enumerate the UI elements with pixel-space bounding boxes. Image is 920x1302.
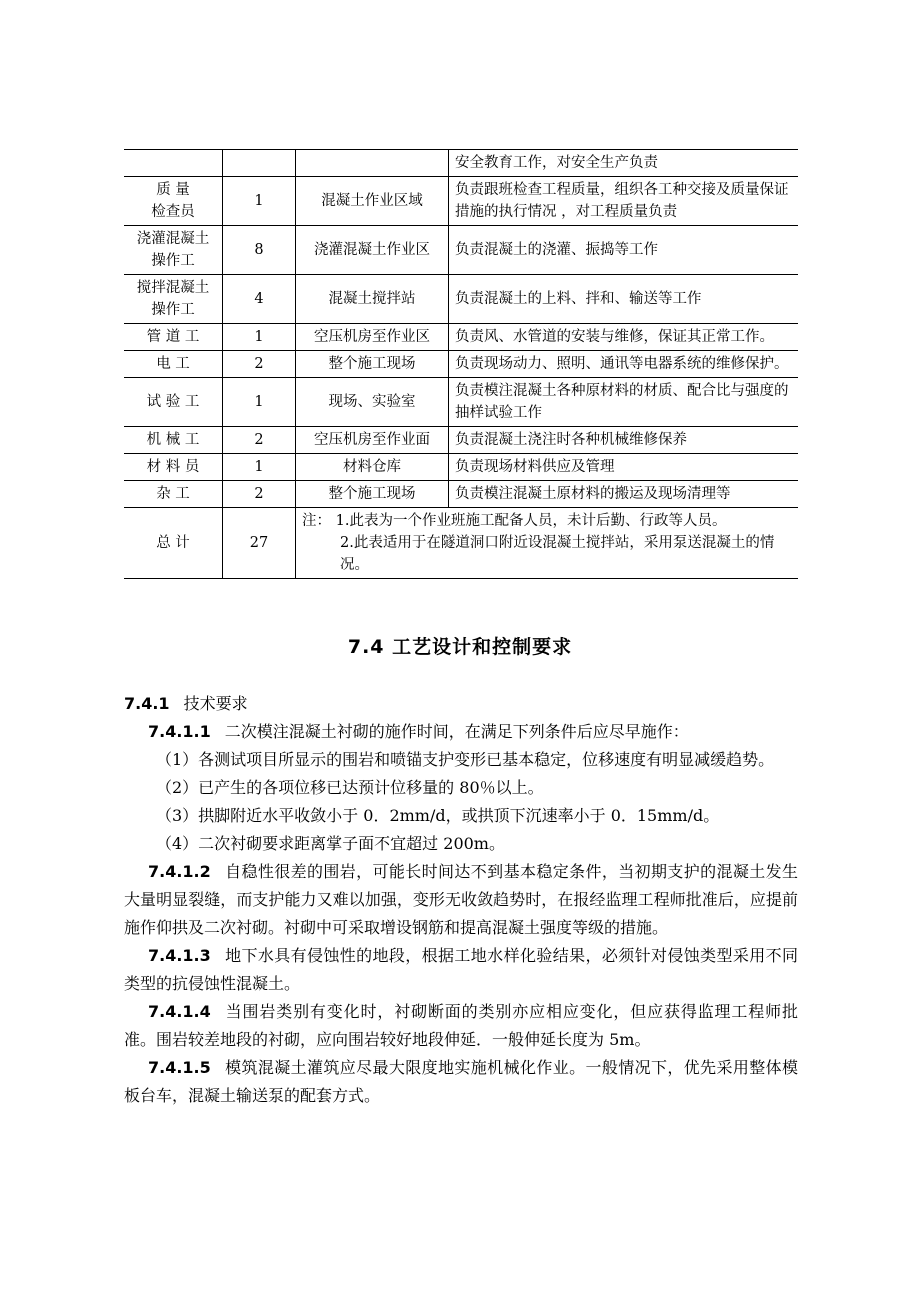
area-cell: 空压机房至作业区 <box>296 324 449 351</box>
clause-7-4-1-1 <box>124 718 798 746</box>
count-cell: 2 <box>223 427 296 454</box>
subsection-number: 7.4.1 <box>124 694 170 713</box>
staffing-table-body <box>124 150 798 579</box>
duty-cell: 负责模注混凝土各种原材料的材质、配合比与强度的抽样试验工作 <box>455 383 789 421</box>
staffing-table <box>124 149 798 579</box>
duty-cell: 负责风、水管道的安装与维修，保证其正常工作。 <box>455 329 774 345</box>
clause-text: 二次模注混凝土衬砌的施作时间，在满足下列条件后应尽早施作： <box>224 722 689 741</box>
duty-cell: 负责跟班检查工程质量，组织各工种交接及质量保证措施的执行情况 ，对工程质量负责 <box>455 182 789 220</box>
duty-cell: 负责模注混凝土原材料的搬运及现场清理等 <box>455 486 731 502</box>
count-cell: 1 <box>223 177 296 226</box>
table-row <box>124 454 798 481</box>
count-cell: 2 <box>223 481 296 508</box>
table-row <box>124 481 798 508</box>
duty-cell: 负责混凝土浇注时各种机械维修保养 <box>455 432 687 448</box>
subsection-title: 技术要求 <box>183 694 248 713</box>
count-cell: 4 <box>223 275 296 324</box>
clause-7-4-1-5 <box>124 1054 798 1110</box>
clause-number: 7.4.1.3 <box>148 946 211 965</box>
subsection-7-4-1 <box>124 690 798 718</box>
count-cell: 1 <box>223 378 296 427</box>
duty-cell: 负责现场动力、照明、通讯等电器系统的维修保护。 <box>455 356 789 372</box>
note-1: 注： 1.此表为一个作业班施工配备人员，未计后勤、行政等人员。 <box>302 513 727 529</box>
area-cell: 混凝土作业区域 <box>296 177 449 226</box>
table-row <box>124 324 798 351</box>
condition-item-1: （1）各测试项目所显示的围岩和喷锚支护变形已基本稳定，位移速度有明显减缓趋势。 <box>156 750 775 769</box>
role-cell: 管 道 工 <box>124 324 223 351</box>
role-cell: 电 工 <box>124 351 223 378</box>
table-row <box>124 275 798 324</box>
area-cell: 空压机房至作业面 <box>296 427 449 454</box>
duty-cell: 负责现场材料供应及管理 <box>455 459 615 475</box>
role-cell: 质 量 检查员 <box>124 177 223 226</box>
count-cell: 1 <box>223 324 296 351</box>
section-heading: 7.4 工艺设计和控制要求 <box>347 636 573 658</box>
role-cell: 试 验 工 <box>124 378 223 427</box>
table-row <box>124 177 798 226</box>
area-cell: 浇灌混凝土作业区 <box>296 226 449 275</box>
condition-item-4: （4）二次衬砌要求距离掌子面不宜超过 200m。 <box>156 834 505 853</box>
role-cell <box>124 150 223 177</box>
duty-cell: 负责混凝土的上料、拌和、输送等工作 <box>455 291 702 307</box>
table-row <box>124 351 798 378</box>
count-cell: 1 <box>223 454 296 481</box>
role-cell: 材 料 员 <box>124 454 223 481</box>
total-row <box>124 508 798 579</box>
clause-text: 当围岩类别有变化时，衬砌断面的类别亦应相应变化，但应获得监理工程师批准。围岩较差地段的衬砌，应向围岩较好地段伸延．一般伸延长度为 5m。 <box>124 1002 798 1049</box>
duty-cell: 负责混凝土的浇灌、振捣等工作 <box>455 242 658 258</box>
table-row <box>124 150 798 177</box>
role-cell: 机 械 工 <box>124 427 223 454</box>
area-cell <box>296 150 449 177</box>
clause-text: 自稳性很差的围岩，可能长时间达不到基本稳定条件，当初期支护的混凝土发生大量明显裂缝，而支护能力又难以加强，变形无收敛趋势时，在报经监理工程师批准后，应提前施作仰拱及二次衬砌。衬砌中可采取增设钢筋和提高混凝土强度等级的措施。 <box>124 862 798 937</box>
clause-number: 7.4.1.1 <box>148 722 211 741</box>
role-cell: 搅拌混凝土 操作工 <box>124 275 223 324</box>
duty-cell: 安全教育工作，对安全生产负责 <box>455 155 658 171</box>
count-cell: 2 <box>223 351 296 378</box>
clause-number: 7.4.1.4 <box>148 1002 211 1021</box>
note-2: 2.此表适用于在隧道洞口附近设混凝土搅拌站，采用泵送混凝土的情况。 <box>340 535 775 573</box>
condition-item-2: （2）已产生的各项位移已达预计位移量的 80％以上。 <box>156 778 544 797</box>
table-row <box>124 226 798 275</box>
clause-7-4-1-2 <box>124 858 798 942</box>
table-row <box>124 378 798 427</box>
area-cell: 混凝土搅拌站 <box>296 275 449 324</box>
condition-item-3: （3）拱脚附近水平收敛小于 0．2mm/d，或拱顶下沉速率小于 0．15mm/d。 <box>156 806 720 825</box>
count-cell <box>223 150 296 177</box>
area-cell: 现场、实验室 <box>296 378 449 427</box>
clause-number: 7.4.1.5 <box>148 1058 211 1077</box>
area-cell: 材料仓库 <box>296 454 449 481</box>
count-cell: 8 <box>223 226 296 275</box>
total-count: 27 <box>223 508 296 579</box>
clause-7-4-1-3 <box>124 942 798 998</box>
role-cell: 杂 工 <box>124 481 223 508</box>
area-cell: 整个施工现场 <box>296 351 449 378</box>
area-cell: 整个施工现场 <box>296 481 449 508</box>
table-notes <box>296 508 799 579</box>
clause-text: 模筑混凝土灌筑应尽最大限度地实施机械化作业。一般情况下，优先采用整体模板台车，混凝土输送泵的配套方式。 <box>124 1058 798 1105</box>
clause-number: 7.4.1.2 <box>148 862 211 881</box>
clause-7-4-1-4 <box>124 998 798 1054</box>
clause-text: 地下水具有侵蚀性的地段，根据工地水样化验结果，必须针对侵蚀类型采用不同类型的抗侵蚀性混凝土。 <box>124 946 798 993</box>
role-cell: 浇灌混凝土 操作工 <box>124 226 223 275</box>
total-label: 总 计 <box>124 508 223 579</box>
section-body <box>124 690 798 1110</box>
table-row <box>124 427 798 454</box>
